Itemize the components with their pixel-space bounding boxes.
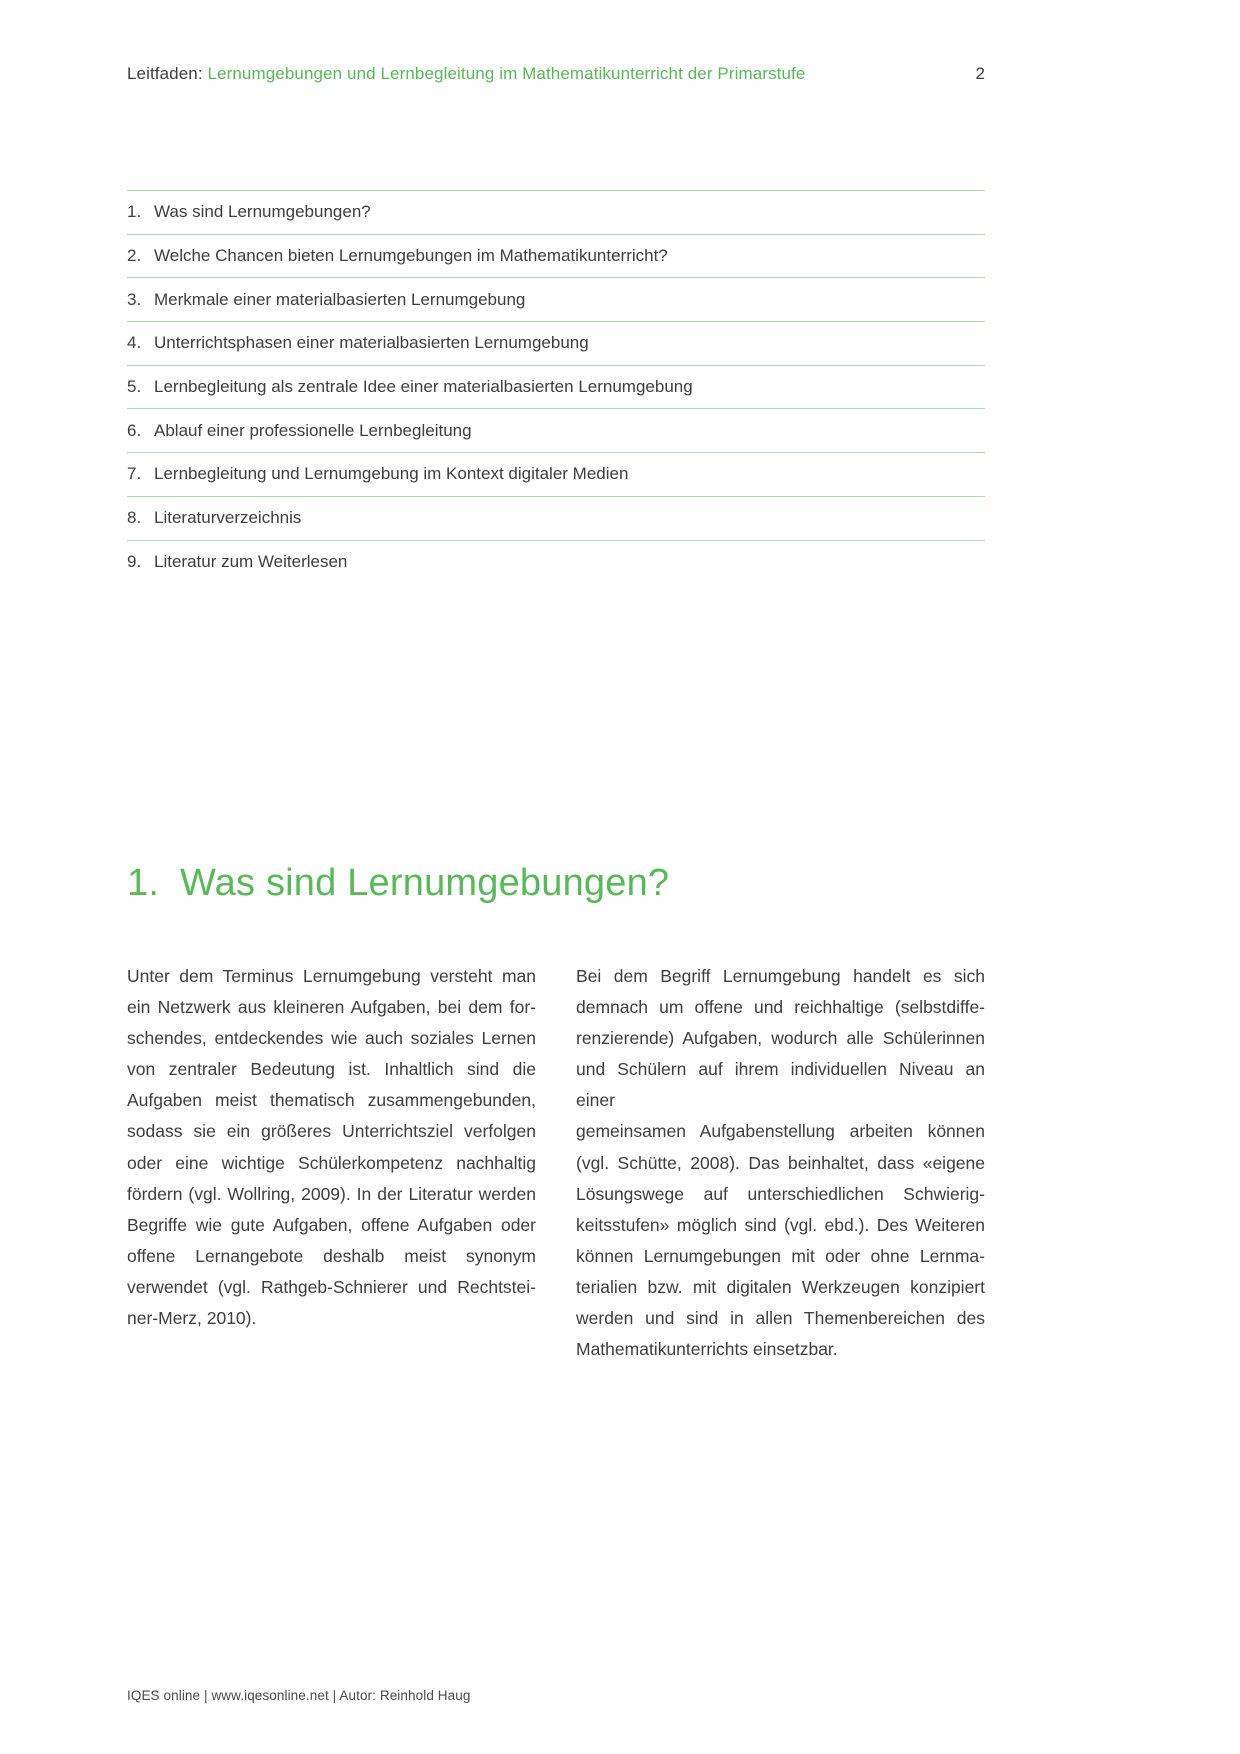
text-line: Unter dem Terminus Lernumgebung versteht man bbox=[127, 966, 536, 986]
text-line: oder eine wichtige Schülerkompetenz nachhaltig bbox=[127, 1152, 536, 1173]
toc-item-number: 6. bbox=[127, 420, 142, 440]
text-line: ner-Merz, 2010). bbox=[127, 1308, 257, 1329]
text-line: Mathematikunterrichts einsetzbar. bbox=[576, 1339, 838, 1360]
toc-item bbox=[127, 234, 985, 278]
page-header bbox=[127, 64, 985, 84]
toc-item-label: Was sind Lernumgebungen? bbox=[154, 202, 371, 222]
text-line: fördern (vgl. Wollring, 2009). In der Literatur werden bbox=[127, 1183, 536, 1204]
text-line: renzierende) Aufgaben, wodurch alle Schülerinnen bbox=[576, 1028, 985, 1049]
toc-item-label: Ablauf einer professionelle Lernbegleitung bbox=[154, 420, 472, 440]
text-line: (vgl. Schütte, 2008). Das beinhaltet, dass «eigene bbox=[576, 1152, 985, 1173]
text-line: Bei dem Begriff Lernumgebung handelt es sich bbox=[576, 966, 985, 986]
text-line: ein Netzwerk aus kleineren Aufgaben, bei dem for- bbox=[127, 997, 536, 1018]
toc-item-number: 2. bbox=[127, 246, 142, 266]
toc-item-number: 7. bbox=[127, 464, 142, 484]
toc-item-number: 3. bbox=[127, 289, 142, 309]
table-of-contents bbox=[127, 190, 985, 583]
text-line: Begriffe wie gute Aufgaben, offene Aufgaben oder bbox=[127, 1214, 536, 1235]
text-line: schendes, entdeckendes wie auch soziales Lernen bbox=[127, 1028, 536, 1049]
page-footer: IQES online | www.iqesonline.net | Autor: Reinhold Haug bbox=[127, 1688, 471, 1703]
toc-item-label: Literatur zum Weiterlesen bbox=[154, 551, 348, 571]
toc-item bbox=[127, 496, 985, 540]
toc-item bbox=[127, 365, 985, 409]
toc-item-number: 4. bbox=[127, 333, 142, 353]
toc-item bbox=[127, 190, 985, 234]
header-doc-type-label: Leitfaden: bbox=[127, 64, 203, 83]
section-heading bbox=[127, 862, 669, 905]
page-number: 2 bbox=[975, 64, 985, 83]
header-title bbox=[127, 64, 805, 84]
toc-item-number: 1. bbox=[127, 202, 142, 222]
body-text bbox=[127, 961, 985, 1365]
toc-item-number: 9. bbox=[127, 551, 142, 571]
toc-item-label: Welche Chancen bieten Lernumgebungen im Mathematikunterricht? bbox=[154, 246, 668, 266]
toc-item bbox=[127, 452, 985, 496]
toc-item-label: Lernbegleitung als zentrale Idee einer materialbasierten Lernumgebung bbox=[154, 377, 693, 397]
text-line: Aufgaben meist thematisch zusammengebunden, bbox=[127, 1090, 536, 1111]
section-heading-number: 1. bbox=[127, 862, 160, 904]
toc-item bbox=[127, 408, 985, 452]
text-line: verwendet (vgl. Rathgeb-Schnierer und Rechtstei- bbox=[127, 1276, 536, 1297]
text-line: offene Lernangebote deshalb meist synonym bbox=[127, 1245, 536, 1266]
toc-item-label: Merkmale einer materialbasierten Lernumgebung bbox=[154, 289, 526, 309]
toc-item bbox=[127, 277, 985, 321]
toc-item-label: Unterrichtsphasen einer materialbasierten Lernumgebung bbox=[154, 333, 589, 353]
toc-item-number: 8. bbox=[127, 508, 142, 528]
section-heading-title: Was sind Lernumgebungen? bbox=[180, 862, 670, 904]
text-line: gemeinsamen Aufgabenstellung arbeiten können bbox=[576, 1121, 985, 1142]
text-line: terialien bzw. mit digitalen Werkzeugen konzipiert bbox=[576, 1276, 985, 1297]
text-line: von zentraler Bedeutung ist. Inhaltlich sind die bbox=[127, 1059, 536, 1080]
text-line: können Lernumgebungen mit oder ohne Lernma- bbox=[576, 1245, 985, 1266]
toc-item-number: 5. bbox=[127, 377, 142, 397]
text-line: und Schülern auf ihrem individuellen Niveau an einer bbox=[576, 1059, 985, 1111]
body-column-left bbox=[127, 961, 536, 1365]
text-line: sodass sie ein größeres Unterrichtsziel verfolgen bbox=[127, 1121, 536, 1142]
header-doc-title: Lernumgebungen und Lernbegleitung im Mathematikunterricht der Primarstufe bbox=[202, 64, 806, 83]
text-line: demnach um offene und reichhaltige (selbstdiffe- bbox=[576, 997, 985, 1018]
toc-item bbox=[127, 540, 985, 584]
text-line: Lösungswege auf unterschiedlichen Schwierig- bbox=[576, 1183, 985, 1204]
text-line: keitsstufen» möglich sind (vgl. ebd.). Des Weiteren bbox=[576, 1214, 985, 1235]
toc-item-label: Literaturverzeichnis bbox=[154, 508, 302, 528]
toc-item bbox=[127, 321, 985, 365]
body-column-right bbox=[576, 961, 985, 1365]
toc-item-label: Lernbegleitung und Lernumgebung im Kontext digitaler Medien bbox=[154, 464, 629, 484]
text-line: werden und sind in allen Themenbereichen des bbox=[576, 1308, 985, 1329]
